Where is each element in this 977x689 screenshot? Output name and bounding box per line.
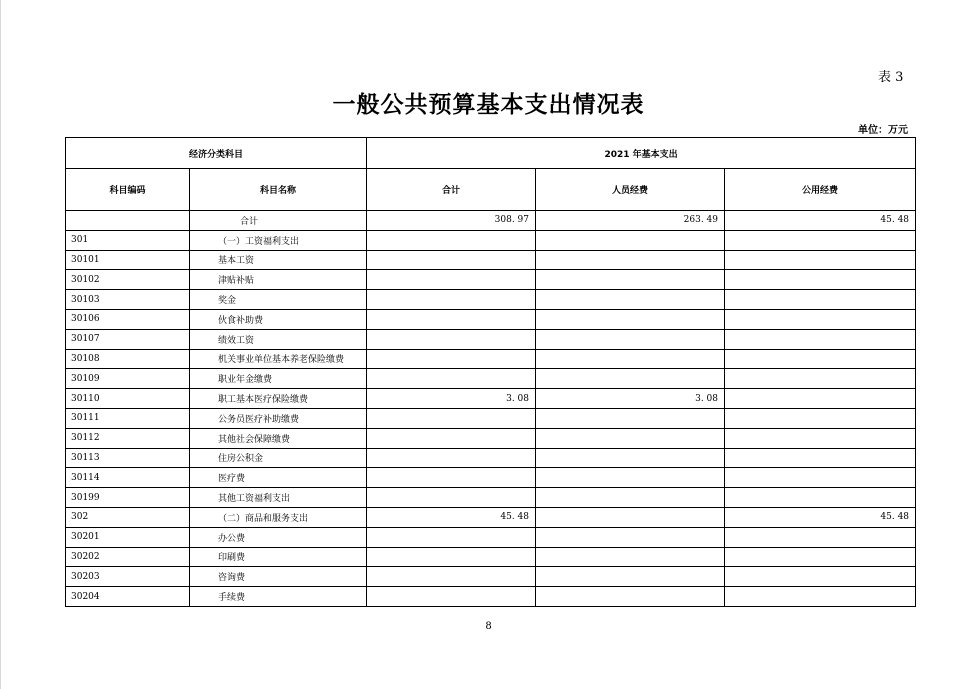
cell-personnel: 3. 08: [536, 389, 725, 409]
cell-code: 30110: [66, 389, 190, 409]
cell-public: [725, 389, 916, 409]
cell-personnel: [536, 468, 725, 488]
cell-total: [367, 428, 536, 448]
header-personnel: 人员经费: [536, 169, 725, 211]
cell-code: 30114: [66, 468, 190, 488]
cell-personnel: [536, 270, 725, 290]
cell-public: [725, 527, 916, 547]
cell-code: 30102: [66, 270, 190, 290]
cell-name: 其他工资福利支出: [190, 488, 367, 508]
cell-total: 3. 08: [367, 389, 536, 409]
cell-code: 30106: [66, 309, 190, 329]
cell-public: [725, 488, 916, 508]
cell-personnel: [536, 250, 725, 270]
table-row: [66, 329, 916, 349]
table-row: [66, 507, 916, 527]
header-row-group: [66, 138, 916, 169]
header-code: 科目编码: [66, 169, 190, 211]
table-row: [66, 369, 916, 389]
cell-personnel: [536, 488, 725, 508]
table-number: 表 3: [878, 70, 904, 85]
table-row: [66, 389, 916, 409]
cell-name: 基本工资: [190, 250, 367, 270]
cell-public: [725, 250, 916, 270]
cell-personnel: [536, 349, 725, 369]
cell-name: 职工基本医疗保险缴费: [190, 389, 367, 409]
header-economic-category: 经济分类科目: [66, 138, 367, 169]
cell-code: 30112: [66, 428, 190, 448]
cell-total: 308. 97: [367, 211, 536, 231]
cell-name: 机关事业单位基本养老保险缴费: [190, 349, 367, 369]
cell-personnel: [536, 369, 725, 389]
cell-total: [367, 408, 536, 428]
cell-public: [725, 587, 916, 607]
cell-total: [367, 448, 536, 468]
table-row: [66, 527, 916, 547]
cell-total: [367, 527, 536, 547]
cell-total: [367, 309, 536, 329]
cell-public: [725, 547, 916, 567]
cell-public: [725, 369, 916, 389]
cell-total: [367, 567, 536, 587]
cell-personnel: [536, 448, 725, 468]
cell-personnel: [536, 547, 725, 567]
cell-name: 住房公积金: [190, 448, 367, 468]
page-title: 一般公共预算基本支出情况表: [332, 92, 645, 118]
cell-name: 奖金: [190, 290, 367, 310]
total-row: [66, 211, 916, 231]
cell-name: 其他社会保障缴费: [190, 428, 367, 448]
cell-code: 30109: [66, 369, 190, 389]
cell-personnel: [536, 290, 725, 310]
cell-public: [725, 290, 916, 310]
header-basic-expenditure-2021: 2021 年基本支出: [367, 138, 916, 169]
cell-public: [725, 329, 916, 349]
cell-name: 印刷费: [190, 547, 367, 567]
cell-public: [725, 349, 916, 369]
header-row-columns: [66, 169, 916, 211]
cell-name: （二）商品和服务支出: [190, 507, 367, 527]
cell-personnel: [536, 567, 725, 587]
cell-total: [367, 547, 536, 567]
table-row: [66, 230, 916, 250]
cell-code: 30107: [66, 329, 190, 349]
header-total: 合计: [367, 169, 536, 211]
cell-public: [725, 270, 916, 290]
table-row: [66, 488, 916, 508]
cell-name: 手续费: [190, 587, 367, 607]
cell-personnel: [536, 408, 725, 428]
cell-personnel: 263. 49: [536, 211, 725, 231]
cell-personnel: [536, 587, 725, 607]
cell-public: [725, 230, 916, 250]
cell-code: 30202: [66, 547, 190, 567]
table-row: [66, 270, 916, 290]
cell-personnel: [536, 329, 725, 349]
cell-name: 合计: [190, 211, 367, 231]
cell-name: 咨询费: [190, 567, 367, 587]
cell-name: 津贴补贴: [190, 270, 367, 290]
cell-name: （一）工资福利支出: [190, 230, 367, 250]
cell-code: 301: [66, 230, 190, 250]
header-public: 公用经费: [725, 169, 916, 211]
table-row: [66, 468, 916, 488]
cell-total: [367, 349, 536, 369]
cell-public: [725, 567, 916, 587]
cell-name: 医疗费: [190, 468, 367, 488]
cell-code: 30108: [66, 349, 190, 369]
table-body: [66, 211, 916, 607]
cell-total: [367, 230, 536, 250]
cell-name: 绩效工资: [190, 329, 367, 349]
unit-label: 单位：万元: [858, 125, 908, 136]
header-name: 科目名称: [190, 169, 367, 211]
cell-public: 45. 48: [725, 211, 916, 231]
cell-personnel: [536, 428, 725, 448]
cell-personnel: [536, 527, 725, 547]
cell-total: [367, 270, 536, 290]
cell-personnel: [536, 507, 725, 527]
cell-code: 302: [66, 507, 190, 527]
cell-total: [367, 468, 536, 488]
cell-public: [725, 408, 916, 428]
table-row: [66, 250, 916, 270]
cell-code: 30101: [66, 250, 190, 270]
cell-personnel: [536, 309, 725, 329]
cell-total: [367, 587, 536, 607]
cell-public: 45. 48: [725, 507, 916, 527]
table-row: [66, 408, 916, 428]
cell-code: 30204: [66, 587, 190, 607]
table-row: [66, 587, 916, 607]
cell-code: [66, 211, 190, 231]
table-row: [66, 309, 916, 329]
cell-name: 伙食补助费: [190, 309, 367, 329]
cell-name: 职业年金缴费: [190, 369, 367, 389]
page-number: 8: [485, 621, 492, 632]
table-row: [66, 290, 916, 310]
cell-name: 公务员医疗补助缴费: [190, 408, 367, 428]
cell-total: 45. 48: [367, 507, 536, 527]
cell-total: [367, 369, 536, 389]
table-row: [66, 428, 916, 448]
table-row: [66, 547, 916, 567]
cell-code: 30103: [66, 290, 190, 310]
cell-total: [367, 290, 536, 310]
table-row: [66, 567, 916, 587]
cell-code: 30113: [66, 448, 190, 468]
cell-public: [725, 448, 916, 468]
cell-personnel: [536, 230, 725, 250]
expenditure-table: [65, 137, 916, 607]
cell-public: [725, 428, 916, 448]
cell-code: 30201: [66, 527, 190, 547]
cell-public: [725, 468, 916, 488]
table-row: [66, 448, 916, 468]
cell-total: [367, 250, 536, 270]
table-row: [66, 349, 916, 369]
cell-total: [367, 329, 536, 349]
cell-code: 30111: [66, 408, 190, 428]
cell-total: [367, 488, 536, 508]
cell-name: 办公费: [190, 527, 367, 547]
cell-code: 30199: [66, 488, 190, 508]
cell-public: [725, 309, 916, 329]
cell-code: 30203: [66, 567, 190, 587]
